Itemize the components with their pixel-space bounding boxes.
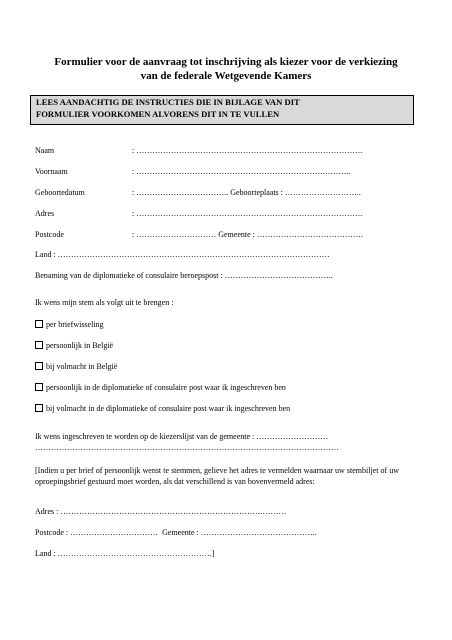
vote-intro: Ik wens mijn stem als volgt uit te brengen :: [35, 298, 174, 307]
checkbox-icon[interactable]: [35, 362, 43, 370]
instructions-notice-box: [30, 95, 414, 125]
alt-land-field[interactable]: Land : ………………………………………………….]: [35, 549, 215, 558]
vote-option-label: bij volmacht in de diplomatieke of consulaire post waar ik ingeschreven ben: [46, 404, 291, 413]
land-field[interactable]: Land : …………………………………………………………………………………………: [35, 250, 330, 259]
vote-option[interactable]: [35, 383, 286, 393]
notice-line-1: LEES AANDACHTIG DE INSTRUCTIES DIE IN BIJLAGE VAN DIT: [36, 97, 300, 107]
notice-line-2: FORMULIER VOORKOMEN ALVORENS DIT IN TE VULLEN: [36, 108, 280, 119]
geboortedatum-field[interactable]: : …………………………….. Geboorteplaats : ………………………..: [132, 188, 361, 197]
form-title-line-1: Formulier voor de aanvraag tot inschrijving als kiezer voor de verkiezing: [54, 56, 398, 68]
vote-option[interactable]: [35, 362, 117, 372]
alt-adres-field[interactable]: Adres : ………………………………………………………………….………: [35, 507, 287, 516]
vote-option-label: per briefwisseling: [46, 320, 104, 329]
benaming-field[interactable]: Benaming van de diplomatieke of consulaire beroepspost : …………………………………..: [35, 271, 333, 280]
voornaam-field[interactable]: : …………………………………………………………….………..: [132, 167, 351, 176]
vote-option[interactable]: [35, 404, 290, 414]
vote-option-label: persoonlijk in de diplomatieke of consulaire post waar ik ingeschreven ben: [46, 383, 286, 392]
vote-option[interactable]: [35, 341, 113, 351]
checkbox-icon[interactable]: [35, 320, 43, 328]
postcode-label: Postcode: [35, 230, 64, 239]
adres-label: Adres: [35, 209, 55, 218]
checkbox-icon[interactable]: [35, 383, 43, 391]
postcode-field[interactable]: : ………………………… Gemeente : ………………………………….: [132, 230, 363, 239]
vote-option[interactable]: [35, 320, 104, 330]
address-instruction: [Indien u per brief of persoonlijk wenst te stemmen, gelieve het adres te vermelden waarnaar uw stembiljet of uw oproepingsbrief gestuurd moet worden, als dat verschillend is van bovenvermeld adres:: [35, 466, 399, 486]
naam-label: Naam: [35, 146, 55, 155]
gemeente-keuze-field[interactable]: Ik wens ingeschreven te worden op de kiezerslijst van de gemeente : ………………………: [35, 432, 329, 441]
checkbox-icon[interactable]: [35, 404, 43, 412]
adres-field[interactable]: : ………………………………………………………………………….: [132, 209, 363, 218]
naam-field[interactable]: : ………………………………………………………………………….: [132, 146, 363, 155]
geboortedatum-label: Geboortedatum: [35, 188, 85, 197]
voornaam-label: Voornaam: [35, 167, 68, 176]
vote-option-label: persoonlijk in België: [46, 341, 114, 350]
vote-option-label: bij volmacht in België: [46, 362, 118, 371]
checkbox-icon[interactable]: [35, 341, 43, 349]
alt-postcode-gemeente-field[interactable]: Postcode : …………………………… Gemeente : ……………………………………..: [35, 528, 317, 537]
gemeente-keuze-field-line-2[interactable]: ……………………………………………………………………………………………………: [35, 443, 339, 452]
form-title: [30, 55, 422, 83]
form-title-line-2: van de federale Wetgevende Kamers: [140, 70, 312, 82]
